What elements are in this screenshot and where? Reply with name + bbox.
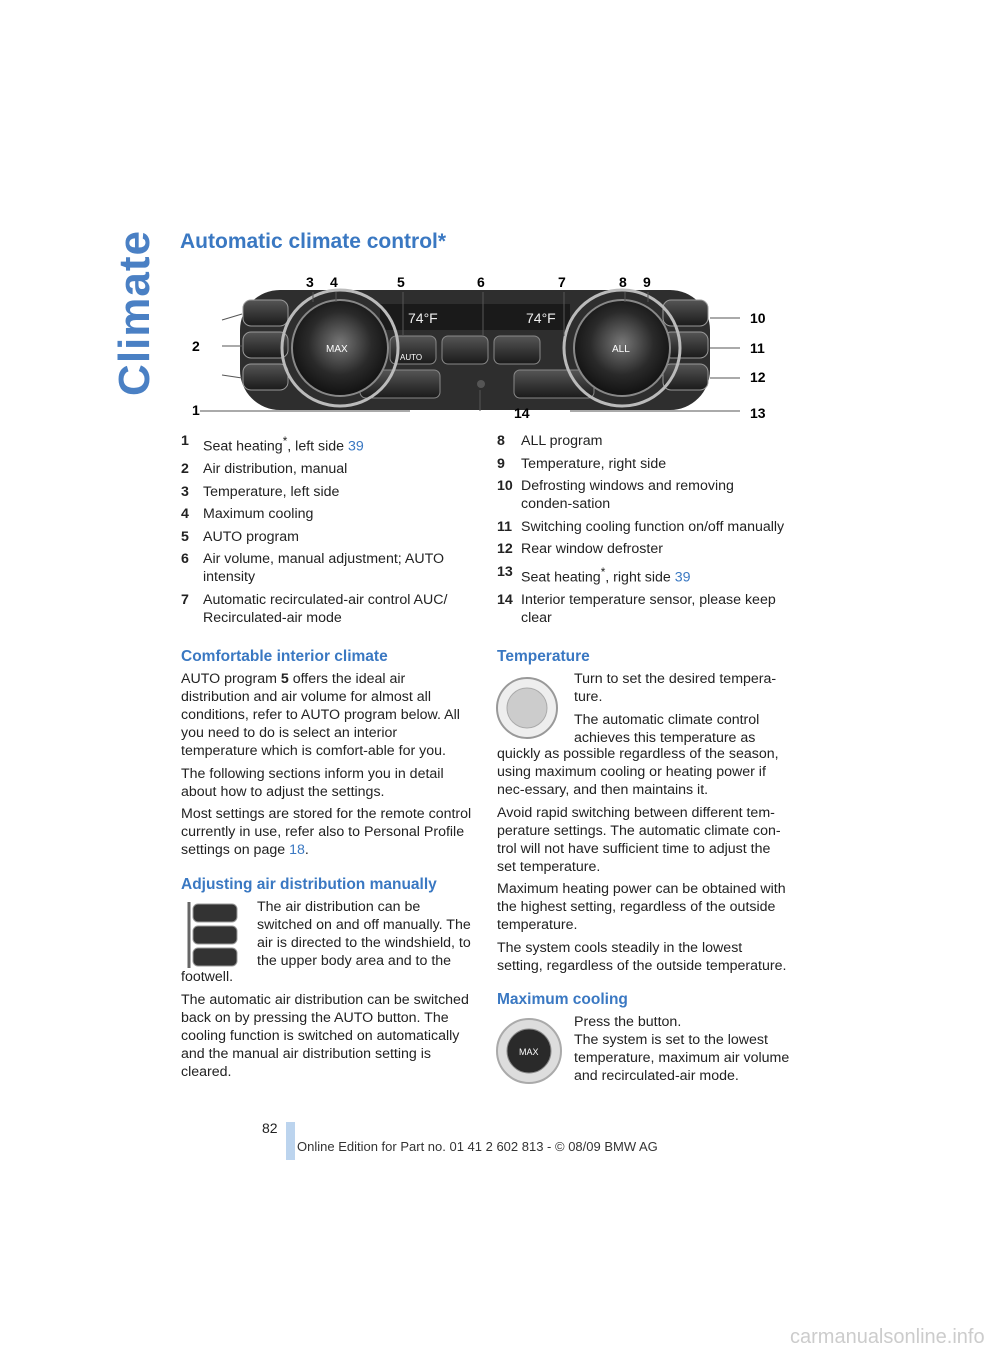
max-label: MAX: [326, 344, 348, 355]
legend-item: 12 Rear window defroster: [497, 541, 663, 557]
airdist-text-2: footwell. The automatic air distribution can be switched back on by pressing the AUTO button. The cooling function is switched on automatically and the manual air distribution setting is cleared.: [181, 969, 469, 1080]
temperature-knob-icon: [497, 672, 565, 744]
legend-item: 11 Switching cooling function on/off manually: [497, 518, 785, 535]
legend-item: 10 Defrosting windows and removing conden-sation: [497, 478, 734, 512]
comfort-text: AUTO program 5 offers the ideal air distribution and air volume for almost all conditions, refer to AUTO program below. All you need to do is select an interior temperature which is comfort-able for you. The following sections inform you in detail about how to adjust the settings. Most settings are stored for the remote control currently in use, refer also to Personal Profile settings on page 18.: [181, 671, 472, 858]
airdist-text-1: The air distribution can be switched on and off manually. The air is directed to the windshield, to the upper body area and to the: [257, 899, 471, 969]
legend-item: 9 Temperature, right side: [497, 455, 667, 472]
footer-bar: [286, 1122, 295, 1160]
temperature-text-1: Turn to set the desired tempera-ture. The automatic climate control achieves this temperature as: [574, 671, 777, 746]
heading-airdist: Adjusting air distribution manually: [181, 876, 437, 893]
legend-item: 2 Air distribution, manual: [181, 461, 348, 478]
heading-maxcool: Maximum cooling: [497, 991, 628, 1008]
page-link[interactable]: 39: [674, 569, 691, 586]
legend-item: 4 Maximum cooling: [181, 506, 314, 523]
footer-text: Online Edition for Part no. 01 41 2 602 813 - © 08/09 BMW AG: [297, 1139, 658, 1154]
callout-5: 5: [397, 274, 405, 290]
max-button-icon: [497, 1015, 565, 1087]
callout-4: 4: [330, 274, 338, 290]
legend-item: 8 ALL program: [497, 433, 603, 449]
heading-comfort: Comfortable interior climate: [181, 648, 388, 665]
display-right-temp: 74°F: [526, 310, 556, 326]
page-link[interactable]: 18: [289, 842, 305, 858]
max-knob-label: MAX: [519, 1047, 539, 1057]
callout-10: 10: [750, 310, 766, 326]
legend-item: 14 Interior temperature sensor, please keep clear: [497, 591, 776, 626]
callout-3: 3: [306, 274, 314, 290]
legend-right: [497, 432, 789, 631]
page-link[interactable]: 39: [348, 438, 364, 455]
temperature-knob-image: [497, 672, 565, 744]
callout-13: 13: [750, 405, 766, 421]
callout-8: 8: [619, 274, 627, 290]
legend-item: 5 AUTO program: [181, 528, 299, 545]
display-left-temp: 74°F: [408, 310, 438, 326]
watermark: carmanualsonline.info: [790, 1326, 985, 1348]
callout-11: 11: [750, 340, 765, 356]
callout-9: 9: [643, 274, 651, 290]
auto-label: AUTO: [400, 353, 423, 362]
legend-item: 7 Automatic recirculated-air control AUC/ Recirculated-air mode: [181, 591, 448, 626]
legend-item: 13 Seat heating*, right side 39: [497, 563, 691, 586]
callout-6: 6: [477, 274, 485, 290]
callout-7: 7: [558, 274, 566, 290]
heading-temperature: Temperature: [497, 648, 590, 665]
legend-item: 1 Seat heating*, left side 39: [181, 433, 364, 455]
temperature-text-2: quickly as possible regardless of the season, using maximum cooling or heating power if nec-essary, and then maintains it. Avoid rapid switching between different tem-perature settings. The automatic climate con-trol will not have sufficient time to adjust the set temperature. Maximum heating power can be obtained with the highest setting, regardless of the outside temperature. The system cools steadily in the lowest setting, regardless of the outside temperature.: [497, 746, 787, 974]
max-button-image: [497, 1015, 565, 1087]
page-number: 82: [262, 1120, 278, 1136]
callout-1: 1: [192, 402, 200, 418]
callout-14: 14: [514, 405, 530, 421]
callout-2: 2: [192, 338, 200, 354]
legend-item: 3 Temperature, left side: [181, 483, 340, 500]
side-title: Climate: [110, 230, 159, 396]
legend-left: [181, 432, 471, 631]
climate-panel-svg: [180, 270, 792, 425]
legend-item: 6 Air volume, manual adjustment; AUTO intensity: [181, 551, 445, 586]
air-distribution-icon: [181, 900, 245, 970]
climate-panel-illustration: [180, 270, 792, 425]
maxcool-text: Press the button. The system is set to the lowest temperature, maximum air volume and recirculated-air mode.: [574, 1014, 790, 1084]
callout-12: 12: [750, 369, 766, 385]
air-distribution-buttons-image: [181, 900, 245, 970]
all-label: ALL: [612, 344, 630, 355]
page-title: Automatic climate control*: [180, 230, 447, 253]
